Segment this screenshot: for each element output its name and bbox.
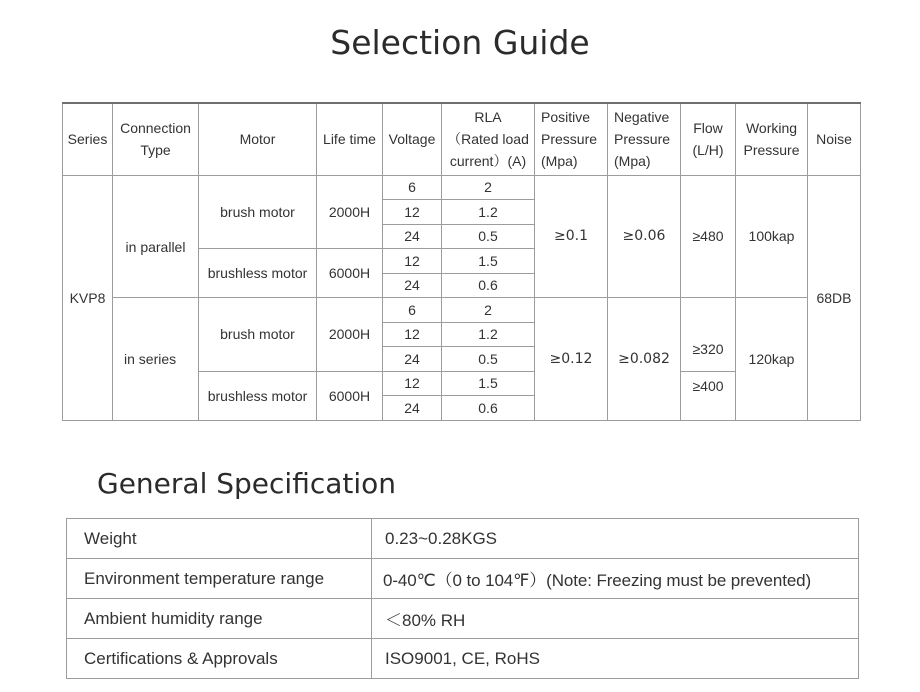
header-flow (681, 103, 736, 175)
connection-parallel-cell: in parallel (113, 175, 199, 298)
header-positive-line3: (Mpa) (541, 153, 578, 170)
table-row (63, 298, 861, 323)
negative-pressure-cell: ≥0.06 (608, 175, 681, 298)
header-positive-pressure (535, 103, 608, 175)
voltage-cell: 24 (383, 224, 442, 249)
rla-cell: 0.6 (442, 396, 535, 421)
header-voltage: Voltage (383, 103, 442, 175)
spec-row (67, 599, 859, 639)
header-connection-type (113, 103, 199, 175)
life-time-cell: 6000H (317, 249, 383, 298)
flow-cell: ≥480 (681, 175, 736, 298)
voltage-cell: 12 (383, 200, 442, 225)
rla-cell: 2 (442, 175, 535, 200)
header-life-time: Life time (317, 103, 383, 175)
life-time-cell: 2000H (317, 298, 383, 372)
negative-pressure-cell: ≥0.082 (608, 298, 681, 421)
header-working-pressure (736, 103, 808, 175)
rla-cell: 0.6 (442, 273, 535, 298)
rla-cell: 1.2 (442, 322, 535, 347)
rla-cell: 1.2 (442, 200, 535, 225)
positive-pressure-cell: ≥0.12 (535, 298, 608, 421)
header-negative-line3: (Mpa) (614, 153, 651, 170)
life-time-cell: 2000H (317, 175, 383, 249)
rla-cell: 1.5 (442, 371, 535, 396)
spec-label: Certifications & Approvals (67, 639, 372, 679)
header-series: Series (63, 103, 113, 175)
general-specification-table (66, 518, 859, 679)
header-row (63, 103, 861, 175)
spec-value: 0.23~0.28KGS (372, 519, 859, 559)
header-motor: Motor (199, 103, 317, 175)
header-flow-line2: (L/H) (692, 142, 724, 159)
spec-row (67, 559, 859, 599)
spec-label: Ambient humidity range (67, 599, 372, 639)
spec-label: Weight (67, 519, 372, 559)
header-noise: Noise (808, 103, 861, 175)
header-working-line2: Pressure (743, 142, 800, 159)
voltage-cell: 6 (383, 298, 442, 323)
spec-value: ISO9001, CE, RoHS (372, 639, 859, 679)
header-rla-line1: RLA (474, 109, 502, 126)
motor-cell: brushless motor (199, 249, 317, 298)
spec-value: 0-40℃（0 to 104℉）(Note: Freezing must be prevented) (372, 559, 859, 599)
motor-cell: brush motor (199, 175, 317, 249)
motor-cell: brushless motor (199, 371, 317, 420)
positive-pressure-cell: ≥0.1 (535, 175, 608, 298)
spec-row (67, 639, 859, 679)
connection-series-cell: in series (113, 298, 199, 421)
selection-guide-table (62, 102, 861, 421)
working-pressure-cell: 100kap (736, 175, 808, 298)
spec-row (67, 519, 859, 559)
table-row (63, 175, 861, 200)
header-negative-pressure (608, 103, 681, 175)
header-flow-line1: Flow (693, 120, 723, 137)
voltage-cell: 24 (383, 347, 442, 372)
working-pressure-cell: 120kap (736, 298, 808, 421)
rla-cell: 1.5 (442, 249, 535, 274)
life-time-cell: 6000H (317, 371, 383, 420)
flow-cell: ≥400 (681, 371, 736, 420)
header-connection-line2: Type (140, 142, 171, 159)
header-rla-line3: current）(A) (449, 153, 527, 170)
voltage-cell: 12 (383, 371, 442, 396)
voltage-cell: 12 (383, 322, 442, 347)
rla-cell: 0.5 (442, 347, 535, 372)
voltage-cell: 12 (383, 249, 442, 274)
voltage-cell: 24 (383, 396, 442, 421)
header-negative-line1: Negative (614, 109, 670, 126)
noise-cell: 68DB (808, 175, 861, 420)
rla-cell: 0.5 (442, 224, 535, 249)
spec-value: ＜80% RH (372, 599, 859, 639)
voltage-cell: 24 (383, 273, 442, 298)
series-cell: KVP8 (63, 175, 113, 420)
selection-guide-title: Selection Guide (330, 23, 590, 62)
spec-label: Environment temperature range (67, 559, 372, 599)
header-negative-line2: Pressure (614, 131, 671, 148)
header-positive-line2: Pressure (541, 131, 598, 148)
flow-cell: ≥320 (681, 298, 736, 372)
header-working-line1: Working (745, 120, 798, 137)
rla-cell: 2 (442, 298, 535, 323)
header-rla-line2: （Rated load (447, 131, 529, 148)
header-positive-line1: Positive (541, 109, 591, 126)
motor-cell: brush motor (199, 298, 317, 372)
general-specification-title: General Specification (97, 467, 397, 500)
header-connection-line1: Connection (120, 120, 191, 137)
header-rla (442, 103, 535, 175)
voltage-cell: 6 (383, 175, 442, 200)
